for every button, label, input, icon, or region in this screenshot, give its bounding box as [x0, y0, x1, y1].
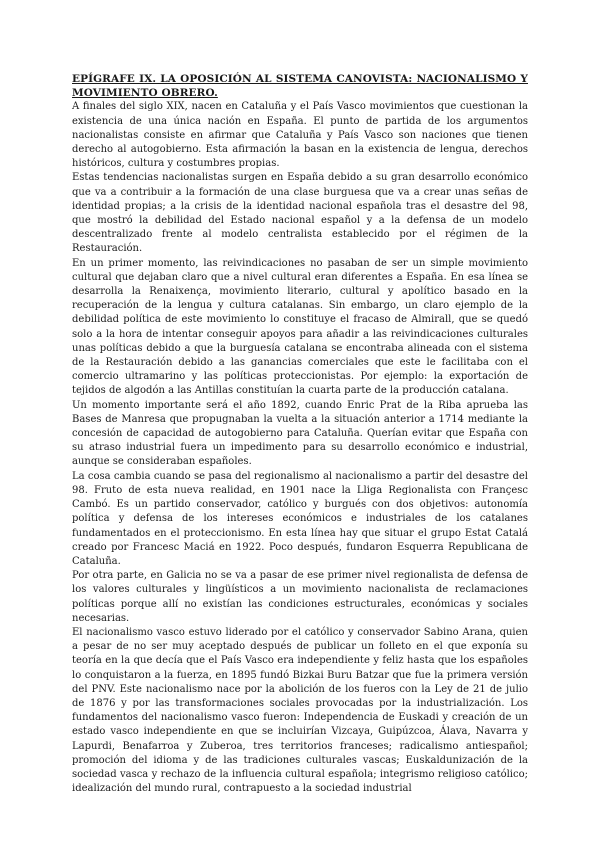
page-title: EPÍGRAFE IX. LA OPOSICIÓN AL SISTEMA CANOVISTA: NACIONALISMO Y MOVIMIENTO OBRERO. [72, 73, 528, 100]
paragraph-lliga-regionalista: La cosa cambia cuando se pasa del regionalismo al nacionalismo a partir del desastre del 98. Fruto de esta nueva realidad, en 1901 nace la Lliga Regionalista con Françesc Cambó. Es un partido conservador, católico y burgués con dos objetivos: autonomía política y defensa de los intereses económicos e industriales de los catalanes fundamentados en el proteccionismo. En esta línea hay que situar el grupo Estat Catalá creado por Francesc Maciá en 1922. Poco después, fundaron Esquerra Republicana de Cataluña. [72, 470, 528, 567]
paragraph-causes: Estas tendencias nacionalistas surgen en España debido a su gran desarrollo económico que va a contribuir a la formación de una clase burguesa que va a crear unas señas de identidad propias; a la crisis de la identidad nacional española tras el desastre del 98, que mostró la debilidad del Estado nacional español y a la defensa de un modelo descentralizado frente al modelo centralista establecido por el régimen de la Restauración. [72, 172, 528, 255]
paragraph-galicia: Por otra parte, en Galicia no se va a pasar de ese primer nivel regionalista de defensa de los valores culturales y lingüísticos a un movimiento nacionalista de reclamaciones políticas porque allí no existían las condiciones estructurales, económicas y sociales necesarias. [72, 570, 528, 624]
paragraph-nacionalismo-vasco: El nacionalismo vasco estuvo liderado por el católico y conservador Sabino Arana, quien a pesar de no ser muy aceptado después de publicar un folleto en el que exponía su teoría en la que decía que el País Vasco era independiente y feliz hasta que los españoles lo conquistaron a la fuerza, en 1895 fundó Bizkai Buru Batzar que fue la primera versión del PNV. Este nacionalismo nace por la abolición de los fueros con la Ley de 21 de julio de 1876 y por las transformaciones sociales provocadas por la industrialización. Los fundamentos del nacionalismo vasco fueron: Independencia de Euskadi y creación de un estado vasco independiente en que se incluirían Vizcaya, Guipúzcoa, Álava, Navarra y Lapurdi, Benafarroa y Zuberoa, tres territorios franceses; radicalismo antiespañol; promoción del idioma y de las tradiciones culturales vascas; Euskaldunización de la sociedad vasca y rechazo de la influencia cultural española; integrismo religioso católico; idealización del mundo rural, contrapuesto a la sociedad industrial [72, 626, 528, 795]
paragraph-renaixenca: En un primer momento, las reivindicaciones no pasaban de ser un simple movimiento cultural que dejaban claro que a nivel cultural eran diferentes a España. En esa línea se desarrolla la Renaixença, movimiento literario, cultural y apolítico basado en la recuperación de la lengua y cultura catalanas. Sin embargo, un claro ejemplo de la debilidad política de este movimiento lo constituye el fracaso de Almirall, que se quedó solo a la hora de intentar conseguir apoyos para añadir a las reivindicaciones culturales unas políticas debido a que la burguesía catalana se encontraba alineada con el sistema de la Restauración debido a las ganancias comerciales que este le facilitaba con el comercio ultramarino y las políticas proteccionistas. Por ejemplo: la exportación de tejidos de algodón a las Antillas constituían la cuarta parte de la producción catalana. [72, 257, 528, 397]
document-body [72, 72, 528, 796]
paragraph-intro: A finales del siglo XIX, nacen en Cataluña y el País Vasco movimientos que cuestionan la existencia de una única nación en España. El punto de partida de los argumentos nacionalistas consiste en afirmar que Cataluña y País Vasco son naciones que tienen derecho al autogobierno. Esta afirmación la basan en la existencia de lengua, derechos históricos, cultura y costumbres propias. [72, 101, 528, 170]
paragraph-bases-manresa: Un momento importante será el año 1892, cuando Enric Prat de la Riba aprueba las Bases de Manresa que propugnaban la vuelta a la situación anterior a 1714 mediante la concesión de capacidad de autogobierno para Cataluña. Querían evitar que España con su atraso industrial fuera un impedimento para su desarrollo económico e industrial, aunque se consideraban españoles. [72, 399, 528, 468]
